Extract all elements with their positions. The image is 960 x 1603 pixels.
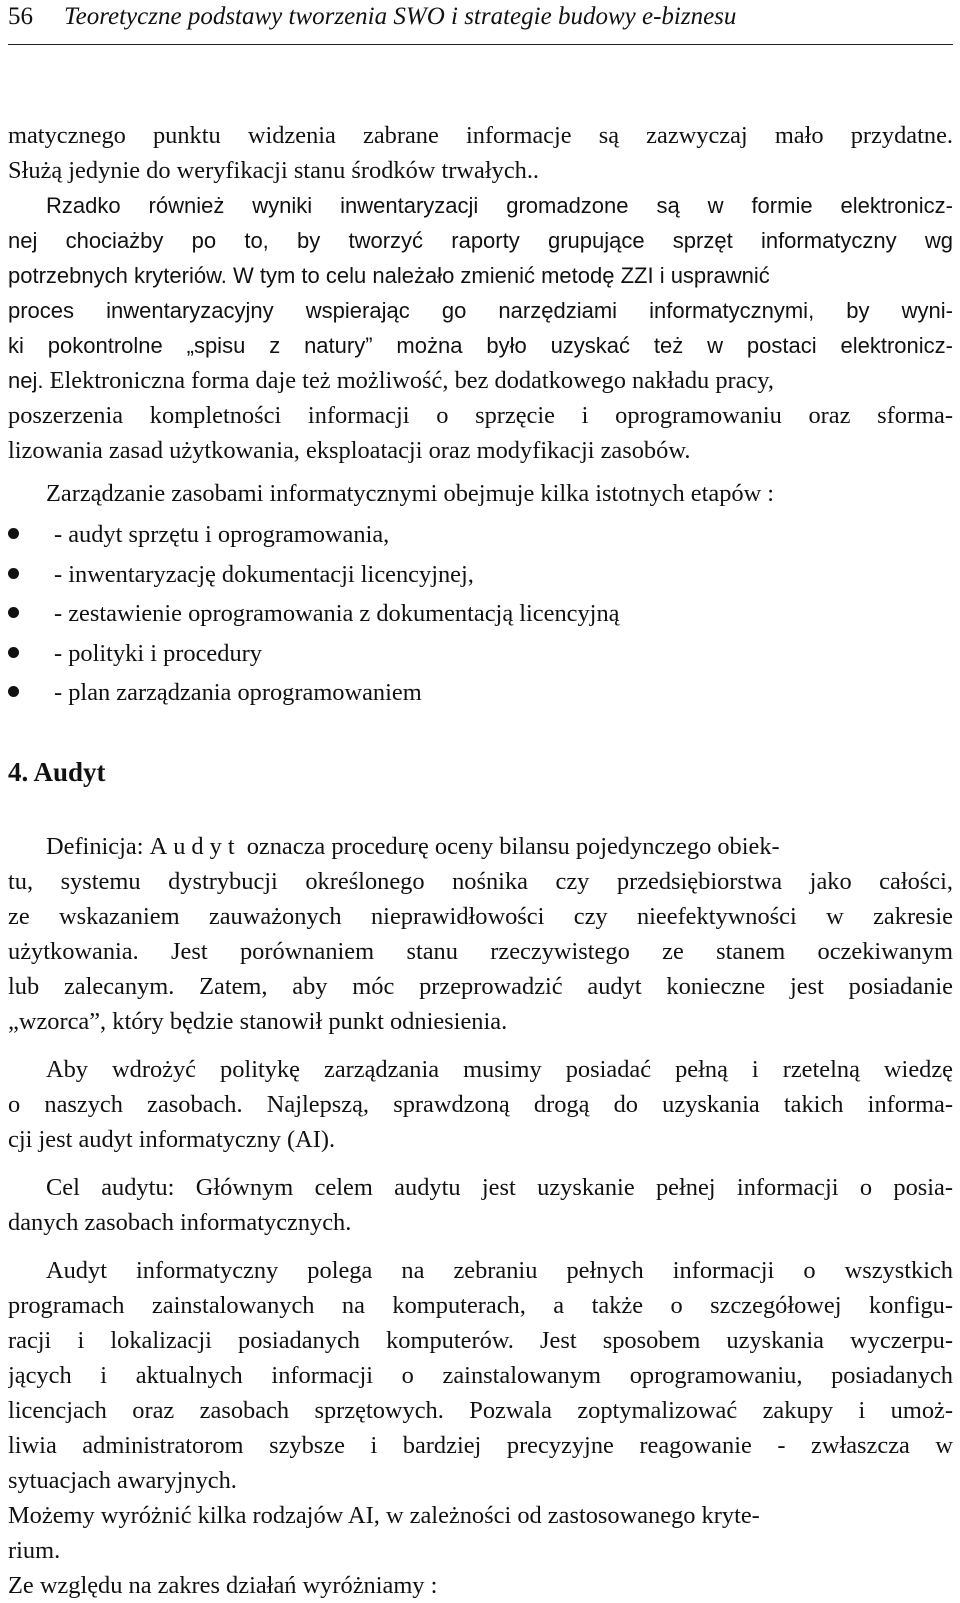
text-line: liwia administratorom szybsze i bardziej precyzyjne reagowanie - zwłaszcza w [8, 1431, 953, 1459]
text-line: proces inwentaryzacyjny wspierając go narzędziami informatycznymi, by wyni- [8, 298, 953, 323]
text-run: Elektroniczna forma daje też możliwość, bez dodatkowego nakładu pracy, [43, 367, 774, 394]
definition-term: Audyt [149, 832, 241, 860]
list-item [8, 515, 953, 555]
text-line [8, 258, 953, 293]
text-run: potrzebnych kryteriów. [8, 263, 227, 288]
policy-paragraph [8, 1052, 953, 1157]
text-line: lub zalecanym. Zatem, aby móc przeprowadzić audyt konieczne jest posiadanie [8, 972, 953, 1000]
list-item-label: - zestawienie oprogramowania z dokumentacją licencyjną [54, 600, 620, 627]
text-line: Służą jedynie do weryfikacji stanu środków trwałych.. [8, 157, 540, 184]
definition-paragraph [8, 829, 953, 1039]
document-page [8, 0, 953, 1603]
text-run: W tym to celu należało zmienić metodę ZZI i usprawnić [226, 263, 770, 288]
text-line: racji i lokalizacji posiadanych komputerów. Jest sposobem uzyskania wyczerpu- [8, 1326, 953, 1354]
intro-paragraph [8, 118, 953, 188]
text-line: nej chociażby po to, by tworzyć raporty grupujące sprzęt informatyczny wg [8, 228, 953, 253]
list-item [8, 673, 953, 713]
list-item-label: - polityki i procedury [54, 639, 262, 667]
text-line: licencjach oraz zasobach sprzętowych. Pozwala zoptymalizować zakupy i umoż- [8, 1396, 953, 1424]
text-line: „wzorca”, który będzie stanowił punkt odniesienia. [8, 1007, 508, 1035]
list-item [8, 555, 953, 595]
text-line: matycznego punktu widzenia zabrane informacje są zazwyczaj mało przydatne. [8, 122, 953, 149]
bullet-icon [8, 528, 19, 539]
text-line: ze wskazaniem zauważonych nieprawidłowości czy nieefektywności w zakresie [8, 902, 953, 930]
bullet-icon [8, 647, 19, 658]
text-line [8, 363, 953, 398]
running-header [8, 0, 953, 45]
scope-paragraph [8, 1568, 953, 1603]
text-run: nej. [8, 368, 44, 393]
zzi-paragraph [8, 188, 953, 468]
bullet-icon [8, 686, 19, 697]
text-line: Rzadko również wyniki inwentaryzacji gromadzone są w formie elektronicz- [46, 193, 953, 218]
text-line: cji jest audyt informatyczny (AI). [8, 1125, 336, 1153]
text-line: lizowania zasad użytkowania, eksploatacji oraz modyfikacji zasobów. [8, 437, 691, 464]
text-line: użytkowania. Jest porównaniem stanu rzeczywistego ze stanem oczekiwanym [8, 937, 953, 965]
list-item [8, 634, 953, 674]
it-audit-paragraph [8, 1253, 953, 1498]
bullet-icon [8, 568, 19, 579]
text-line: rium. [8, 1536, 61, 1564]
page-number: 56 [8, 3, 33, 30]
stages-intro: Zarządzanie zasobami informatycznymi obejmuje kilka istotnych etapów : [46, 480, 775, 507]
bullet-icon [8, 607, 19, 618]
text-line: tu, systemu dystrybucji określonego nośnika czy przedsiębiorstwa jako całości, [8, 867, 953, 895]
text-line: programach zainstalowanych na komputerach, a także o szczegółowej konfigu- [8, 1291, 953, 1319]
text-line: sytuacjach awaryjnych. [8, 1466, 237, 1494]
list-item-label: - plan zarządzania oprogramowaniem [54, 679, 422, 706]
text-line: jących i aktualnych informacji o zainstalowanym oprogramowaniu, posiadanych [8, 1361, 953, 1389]
text-line: Możemy wyróżnić kilka rodzajów AI, w zależności od zastosowanego kryte- [8, 1501, 760, 1529]
text-line [8, 829, 953, 864]
definition-label: Definicja: [46, 832, 150, 860]
text-line: o naszych zasobach. Najlepszą, sprawdzoną drogą do uzyskania takich informa- [8, 1090, 953, 1118]
text-run: oznacza procedurę oceny bilansu pojedynczego obiek- [240, 832, 780, 860]
stages-list [8, 515, 953, 713]
list-item-label: - audyt sprzętu i oprogramowania, [54, 521, 390, 548]
audit-goal-paragraph [8, 1170, 953, 1240]
text-line: Cel audytu: Głównym celem audytu jest uzyskanie pełnej informacji o posia- [46, 1173, 953, 1201]
text-line: danych zasobach informatycznych. [8, 1208, 352, 1236]
ai-types-paragraph [8, 1498, 953, 1568]
text-line: poszerzenia kompletności informacji o sprzęcie i oprogramowaniu oraz sforma- [8, 402, 953, 429]
text-line: Ze względu na zakres działań wyróżniamy : [8, 1571, 438, 1599]
list-item-label: - inwentaryzację dokumentacji licencyjnej, [54, 560, 474, 588]
list-item [8, 594, 953, 634]
text-line: ki pokontrolne „spisu z natury” można było uzyskać też w postaci elektronicz- [8, 333, 953, 358]
running-header-title: Teoretyczne podstawy tworzenia SWO i strategie budowy e-biznesu [64, 3, 737, 30]
text-line: Aby wdrożyć politykę zarządzania musimy posiadać pełną i rzetelną wiedzę [46, 1055, 953, 1083]
text-line: Audyt informatyczny polega na zebraniu pełnych informacji o wszystkich [46, 1256, 953, 1284]
section-heading: 4. Audyt [8, 756, 106, 787]
